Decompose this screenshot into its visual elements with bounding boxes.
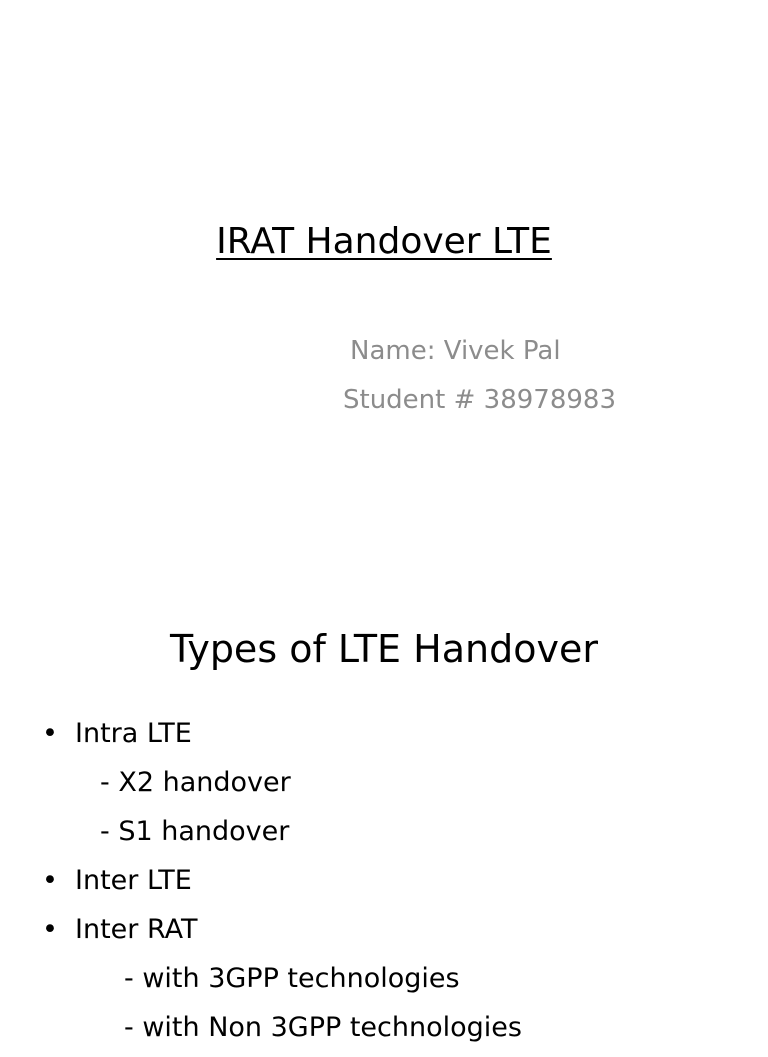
bullet-item: • Inter RAT: [0, 910, 522, 959]
bullet-list: [0, 714, 522, 1057]
sub-bullet-item: - S1 handover: [100, 816, 290, 847]
sub-bullet-item: - with 3GPP technologies: [124, 963, 460, 994]
bullet-item: • Inter LTE: [0, 861, 522, 910]
bullet-item: • Intra LTE: [0, 714, 522, 763]
slide-heading: Types of LTE Handover: [170, 627, 598, 671]
sub-bullet-item: - X2 handover: [100, 767, 291, 798]
student-number: Student # 38978983: [343, 385, 616, 415]
content-slide: [0, 560, 768, 1043]
sub-bullet-item: - with Non 3GPP technologies: [124, 1012, 522, 1043]
slide-title: IRAT Handover LTE: [216, 221, 552, 262]
author-name: Name: Vivek Pal: [350, 336, 561, 366]
